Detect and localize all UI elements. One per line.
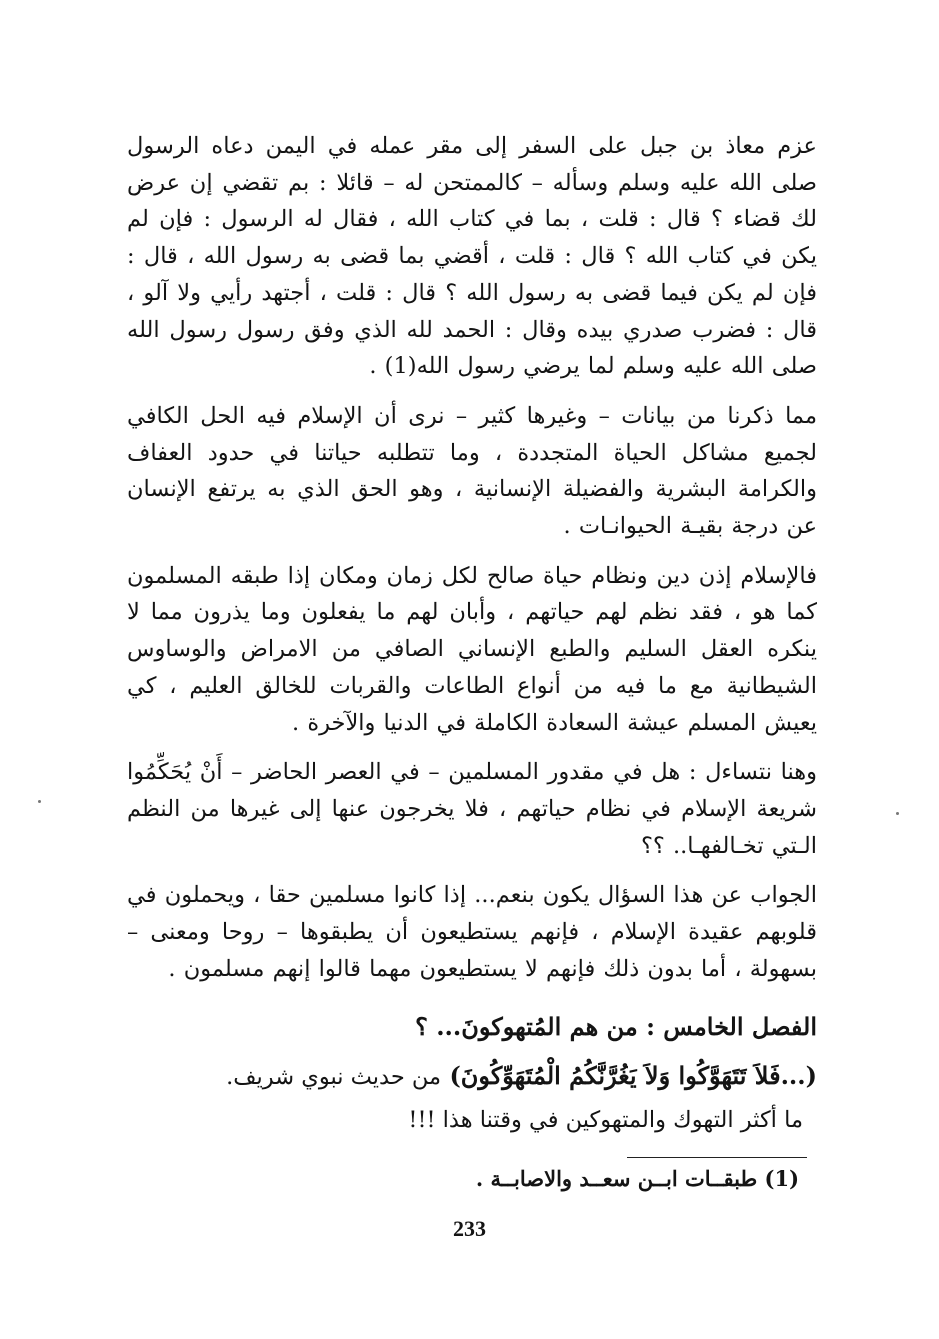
hadith-quote-line: [127, 1057, 817, 1096]
footnote-divider: [627, 1157, 807, 1158]
footnote: (1) طبقــات ابــن سعــد والاصابــة .: [475, 1166, 799, 1191]
paragraph-answer: الجواب عن هذا السؤال يكون بنعم... إذا كانوا مسلمين حقا ، ويحملون في قلوبهم عقيدة الإسلام ، فإنهم يستطيعون أن يطبقوها – روحا ومعنى – بسهولة ، أما بدون ذلك فإنهم لا يستطيعون مهما قالوا إنهم مسلمون .: [127, 882, 817, 982]
paragraph-question: وهنا نتساءل : هل في مقدور المسلمين – في العصر الحاضر – أَنْ يُحَكِّمُوا شريعة الإسلام في نظام حياتهم ، فلا يخرجون عنها إلى غيرها من النظم الـتي تخـالفهـا.. ؟؟: [127, 759, 817, 859]
chapter-heading: الفصل الخامس : من هم المُتهوكونَ... ؟: [415, 1012, 817, 1042]
paragraph-muadh-hadith: عزم معاذ بن جبل على السفر إلى مقر عمله في اليمن دعاه الرسول صلى الله عليه وسلم وسأله – كالممتحن له – قائلا : بم تقضي إن عرض لك قضاء ؟ قال : قلت ، بما في كتاب الله ، فقال له الرسول : فإن لم يكن في كتاب الله ؟ قال : قلت ، أقضي بما قضى به رسول الله ، قال : فإن لم يكن فيما قضى به رسول الله ؟ قال : قلت ، أجتهد رأيي ولا آلو ، قال : فضرب صدري بيده وقال : الحمد لله الذي وفق رسول رسول الله صلى الله عليه وسلم لما يرضي رسول الله(1) .: [127, 133, 817, 380]
scan-speck: [38, 800, 41, 803]
paragraph-islam-system: فالإسلام إذن دين ونظام حياة صالح لكل زمان ومكان إذا طبقه المسلمون كما هو ، فقد نظم لهم حياتهم ، وأبان لهم ما يفعلون وما يذرون مما لا ينكره العقل السليم والطبع الإنساني الصافي من الامراض والوساوس الشيطانية مع ما فيه من أنواع الطاعات والقربات للخالق العليم ، كي يعيش المسلم عيشة السعادة الكاملة في الدنيا والآخرة .: [127, 562, 817, 736]
hadith-quote: (...فَلاَ تَتَهَوَّكُوا وَلاَ يَغُرَّنَّكُمُ الْمُتَهَوِّكُونَ): [449, 1061, 817, 1091]
hadith-source: من حديث نبوي شريف.: [226, 1064, 442, 1091]
scan-speck: [896, 812, 899, 815]
main-text-column: [127, 128, 817, 1138]
page-number: 233: [453, 1216, 486, 1241]
closing-remark: ما أكثر التهوك والمتهوكين في وقتنا هذا !!!: [408, 1107, 803, 1134]
paragraph-islam-solution: مما ذكرنا من بيانات – وغيرها كثير – نرى أن الإسلام فيه الحل الكافي لجميع مشاكل الحياة المتجددة ، وما تتطلبه حياتنا في حدود العفاف والكرامة البشرية والفضيلة الإنسانية ، وهو الحق الذي به يرتفع الإنسان عن درجة بقيـة الحيوانـات .: [127, 402, 817, 540]
